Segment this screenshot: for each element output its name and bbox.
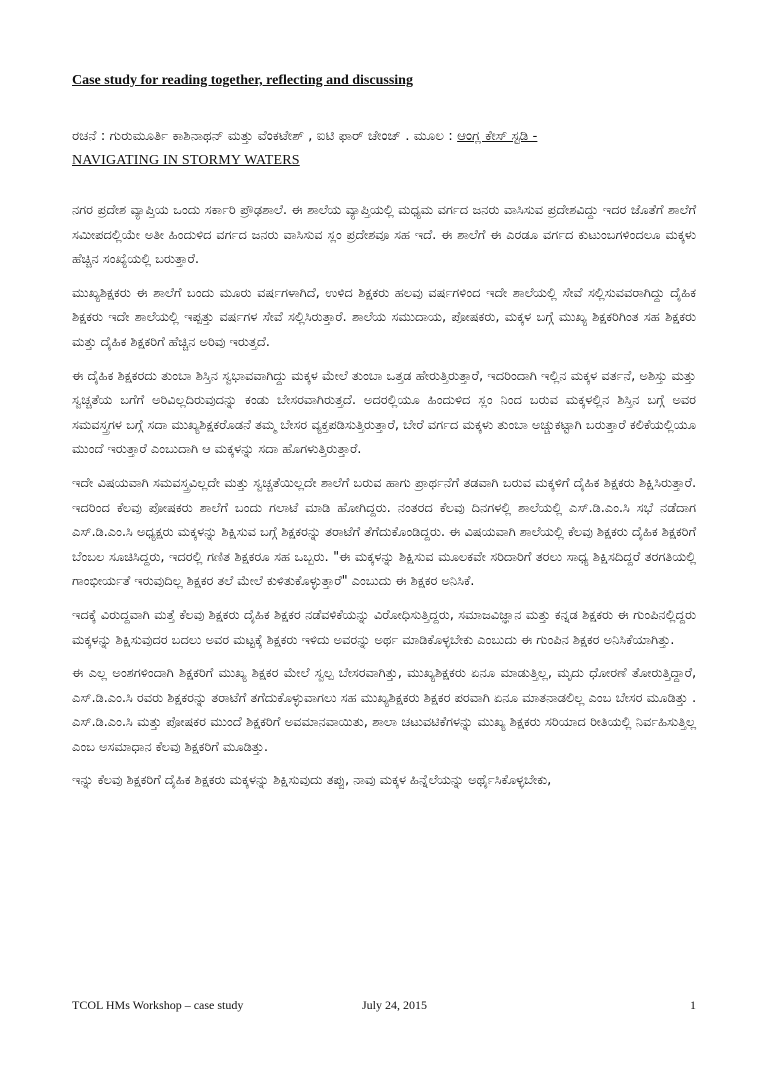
paragraph-4: ಇದೇ ವಿಷಯವಾಗಿ ಸಮವಸ್ತ್ರವಿಲ್ಲದೇ ಮತ್ತು ಸ್ವಚ್ಚತೆಯಿಲ್ಲದೇ ಶಾಲೆಗೆ ಬರುವ ಹಾಗು ಪ್ರಾರ್ಥನೆಗೆ ತಡವಾಗಿ ಬರುವ ಮಕ್ಕಳಿಗೆ ದೈಹಿಕ ಶಿಕ್ಷಕರು ಶಿಕ್ಷಿಸಿರುತ್ತಾರೆ. ಇದರಿಂದ ಕೆಲವು ಪೋಷಕರು ಶಾಲೆಗೆ ಬಂದು ಗಲಾಟೆ ಮಾಡಿ ಹೋಗಿದ್ದರು. ನಂತರದ ಕೆಲವು ದಿನಗಳಲ್ಲಿ ಶಾಲೆಯಲ್ಲಿ ಎಸ್.ಡಿ.ಎಂ.ಸಿ ಸಭೆ ನಡೆದಾಗ ಎಸ್.ಡಿ.ಎಂ.ಸಿ ಅಧ್ಯಕ್ಷರು ಮಕ್ಕಳನ್ನು ಶಿಕ್ಷಿಸುವ ಬಗ್ಗೆ ಶಿಕ್ಷಕರನ್ನು ತರಾಟೆಗೆ ತೆಗೆದುಕೊಂಡಿದ್ದರು. ಈ ವಿಷಯವಾಗಿ ಶಾಲೆಯಲ್ಲಿ ಕೆಲವು ಶಿಕ್ಷಕರು ದೈಹಿಕ ಶಿಕ್ಷಕರಿಗೆ ಬೆಂಬಲ ಸೂಚಿಸಿದ್ದರು, ಇದರಲ್ಲಿ ಗಣಿತ ಶಿಕ್ಷಕರೂ ಸಹ ಒಬ್ಬರು. "ಈ ಮಕ್ಕಳನ್ನು ಶಿಕ್ಷಿಸುವ ಮೂಲಕವೇ ಸರಿದಾರಿಗೆ ತರಲು ಸಾಧ್ಯ ಶಿಕ್ಷಿಸದಿದ್ದರೆ ತರಗತಿಯಲ್ಲಿ ಗಾಂಭೀರ್ಯತೆ ಇರುವುದಿಲ್ಲ ಶಿಕ್ಷಕರ ತಲೆ ಮೇಲೆ ಕುಳಿತುಕೊಳ್ಳುತ್ತಾರೆ" ಎಂಬುದು ಈ ಶಿಕ್ಷಕರ ಅನಿಸಿಕೆ. [72,475,696,590]
document-page [72,70,696,803]
authors-source: ಆಂಗ್ಲ ಕೇಸ್ ಸ್ಟಡಿ - [457,128,538,144]
authors-prefix: ರಚನೆ : ಗುರುಮೂರ್ತಿ ಕಾಶಿನಾಥನ್ ಮತ್ತು ವೆಂಕಟೇಶ್ , ಐಟಿ ಫಾರ್ ಚೇಂಜ್ . ಮೂಲ : [72,128,458,144]
footer-workshop: TCOL HMs Workshop – case study [72,998,244,1012]
page-footer [72,998,696,1016]
case-study-title: NAVIGATING IN STORMY WATERS [72,153,300,168]
paragraph-5: ಇದಕ್ಕೆ ವಿರುದ್ದವಾಗಿ ಮತ್ತೆ ಕೆಲವು ಶಿಕ್ಷಕರು ದೈಹಿಕ ಶಿಕ್ಷಕರ ನಡೆವಳಿಕೆಯನ್ನು ವಿರೋಧಿಸುತ್ತಿದ್ದರು, ಸಮಾಜವಿಜ್ಞಾನ ಮತ್ತು ಕನ್ನಡ ಶಿಕ್ಷಕರು ಈ ಗುಂಪಿನಲ್ಲಿದ್ದರು ಮಕ್ಕಳನ್ನು ಶಿಕ್ಷಿಸುವುದರ ಬದಲು ಅವರ ಮಟ್ಟಕ್ಕೆ ಶಿಕ್ಷಕರು ಇಳಿದು ಅವರನ್ನು ಅರ್ಥ ಮಾಡಿಕೊಳ್ಳಬೇಕು ಎಂಬುದು ಈ ಗುಂಪಿನ ಶಿಕ್ಷಕರ ಅನಿಸಿಕೆಯಾಗಿತ್ತು. [72,607,696,648]
authors-line [72,124,696,173]
paragraph-7: ಇನ್ನು ಕೆಲವು ಶಿಕ್ಷಕರಿಗೆ ದೈಹಿಕ ಶಿಕ್ಷಕರು ಮಕ್ಕಳನ್ನು ಶಿಕ್ಷಿಸುವುದು ತಪ್ಪು, ನಾವು ಮಕ್ಕಳ ಹಿನ್ನೆಲೆಯನ್ನು ಅರ್ಥೈಸಿಕೊಳ್ಳಬೇಕು, [72,773,552,789]
paragraph-3: ಈ ದೈಹಿಕ ಶಿಕ್ಷಕರದು ತುಂಬಾ ಶಿಸ್ತಿನ ಸ್ವಭಾವವಾಗಿದ್ದು ಮಕ್ಕಳ ಮೇಲೆ ತುಂಬಾ ಒತ್ತಡ ಹೇರುತ್ತಿರುತ್ತಾರೆ, ಇದರಿಂದಾಗಿ ಇಲ್ಲಿನ ಮಕ್ಕಳ ವರ್ತನೆ, ಅಶಿಸ್ತು ಮತ್ತು ಸ್ವಚ್ಚತೆಯ ಬಗೆಗೆ ಅರಿವಿಲ್ಲದಿರುವುದನ್ನು ಕಂಡು ಬೇಸರವಾಗಿರುತ್ತದೆ. ಅದರಲ್ಲಿಯೂ ಹಿಂದುಳಿದ ಸ್ಲಂ ನಿಂದ ಬರುವ ಮಕ್ಕಳಲ್ಲಿನ ಶಿಸ್ತಿನ ಬಗ್ಗೆ ಅವರ ಸಮವಸ್ತ್ರಗಳ ಬಗ್ಗೆ ಸದಾ ಮುಖ್ಯಶಿಕ್ಷಕರೊಡನೆ ತಮ್ಮ ಬೇಸರ ವ್ಯಕ್ತಪಡಿಸುತ್ತಿರುತ್ತಾರೆ, ಬೇರೆ ವರ್ಗದ ಮಕ್ಕಳು ತುಂಬಾ ಅಚ್ಚುಕಟ್ಟಾಗಿ ಬರುತ್ತಾರೆ ಕಲಿಕೆಯಲ್ಲಿಯೂ ಮುಂದೆ ಇರುತ್ತಾರೆ ಎಂಬುದಾಗಿ ಆ ಮಕ್ಕಳನ್ನು ಸದಾ ಹೊಗಳುತ್ತಿರುತ್ತಾರೆ. [72,368,696,458]
paragraph-2: ಮುಖ್ಯಶಿಕ್ಷಕರು ಈ ಶಾಲೆಗೆ ಬಂದು ಮೂರು ವರ್ಷಗಳಾಗಿದೆ, ಉಳಿದ ಶಿಕ್ಷಕರು ಹಲವು ವರ್ಷಗಳಿಂದ ಇದೇ ಶಾಲೆಯಲ್ಲಿ ಸೇವೆ ಸಲ್ಲಿಸುವವರಾಗಿದ್ದು ದೈಹಿಕ ಶಿಕ್ಷಕರು ಇದೇ ಶಾಲೆಯಲ್ಲಿ ಇಪ್ಪತ್ತು ವರ್ಷಗಳ ಸೇವೆ ಸಲ್ಲಿಸಿರುತ್ತಾರೆ. ಶಾಲೆಯ ಸಮುದಾಯ, ಪೋಷಕರು, ಮಕ್ಕಳ ಬಗ್ಗೆ ಮುಖ್ಯ ಶಿಕ್ಷಕರಿಗಿಂತ ಸಹ ಶಿಕ್ಷಕರು ಮತ್ತು ದೈಹಿಕ ಶಿಕ್ಷಕರಿಗೆ ಹೆಚ್ಚಿನ ಅರಿವು ಇರುತ್ತದೆ. [72,285,696,350]
page-number: 1 [690,998,696,1012]
document-heading: Case study for reading together, reflecting and discussing [72,73,413,88]
footer-date: July 24, 2015 [362,998,428,1012]
paragraph-6: ಈ ಎಲ್ಲ ಅಂಶಗಳಿಂದಾಗಿ ಶಿಕ್ಷಕರಿಗೆ ಮುಖ್ಯ ಶಿಕ್ಷಕರ ಮೇಲೆ ಸ್ವಲ್ಪ ಬೇಸರವಾಗಿತ್ತು, ಮುಖ್ಯಶಿಕ್ಷಕರು ಏನೂ ಮಾಡುತ್ತಿಲ್ಲ, ಮೃದು ಧೋರಣೆ ತೋರುತ್ತಿದ್ದಾರೆ, ಎಸ್.ಡಿ.ಎಂ.ಸಿ ರವರು ಶಿಕ್ಷಕರನ್ನು ತರಾಟೆಗೆ ತಗೆದುಕೊಳ್ಳುವಾಗಲು ಸಹ ಮುಖ್ಯಶಿಕ್ಷಕರು ಶಿಕ್ಷಕರ ಪರವಾಗಿ ಏನೂ ಮಾತನಾಡಲಿಲ್ಲ ಎಂಬ ಬೇಸರ ಮೂಡಿತ್ತು . ಎಸ್.ಡಿ.ಎಂ.ಸಿ ಮತ್ತು ಪೋಷಕರ ಮುಂದೆ ಶಿಕ್ಷಕರಿಗೆ ಅವಮಾನವಾಯಿತು, ಶಾಲಾ ಚಟುವಟಿಕೆಗಳನ್ನು ಮುಖ್ಯ ಶಿಕ್ಷಕರು ಸರಿಯಾದ ರೀತಿಯಲ್ಲಿ ನಿರ್ವಹಿಸುತ್ತಿಲ್ಲ ಎಂಬ ಅಸಮಾಧಾನ ಕೆಲವು ಶಿಕ್ಷಕರಿಗೆ ಮೂಡಿತ್ತು. [72,666,696,755]
paragraph-1: ನಗರ ಪ್ರದೇಶ ವ್ಯಾಪ್ತಿಯ ಒಂದು ಸರ್ಕಾರಿ ಪ್ರೌಢಶಾಲೆ. ಈ ಶಾಲೆಯ ವ್ಯಾಪ್ತಿಯಲ್ಲಿ ಮಧ್ಯಮ ವರ್ಗದ ಜನರು ವಾಸಿಸುವ ಪ್ರದೇಶವಿದ್ದು ಇದರ ಜೊತೆಗೆ ಶಾಲೆಗೆ ಸಮೀಪದಲ್ಲಿಯೇ ಅತೀ ಹಿಂದುಳಿದ ವರ್ಗದ ಜನರು ವಾಸಿಸುವ ಸ್ಲಂ ಪ್ರದೇಶವೂ ಸಹ ಇದೆ. ಈ ಶಾಲೆಗೆ ಈ ಎರಡೂ ವರ್ಗದ ಕುಟುಂಬಗಳಿಂದಲೂ ಮಕ್ಕಳು ಹೆಚ್ಚಿನ ಸಂಖ್ಯೆಯಲ್ಲಿ ಬರುತ್ತಾರೆ. [72,203,696,268]
